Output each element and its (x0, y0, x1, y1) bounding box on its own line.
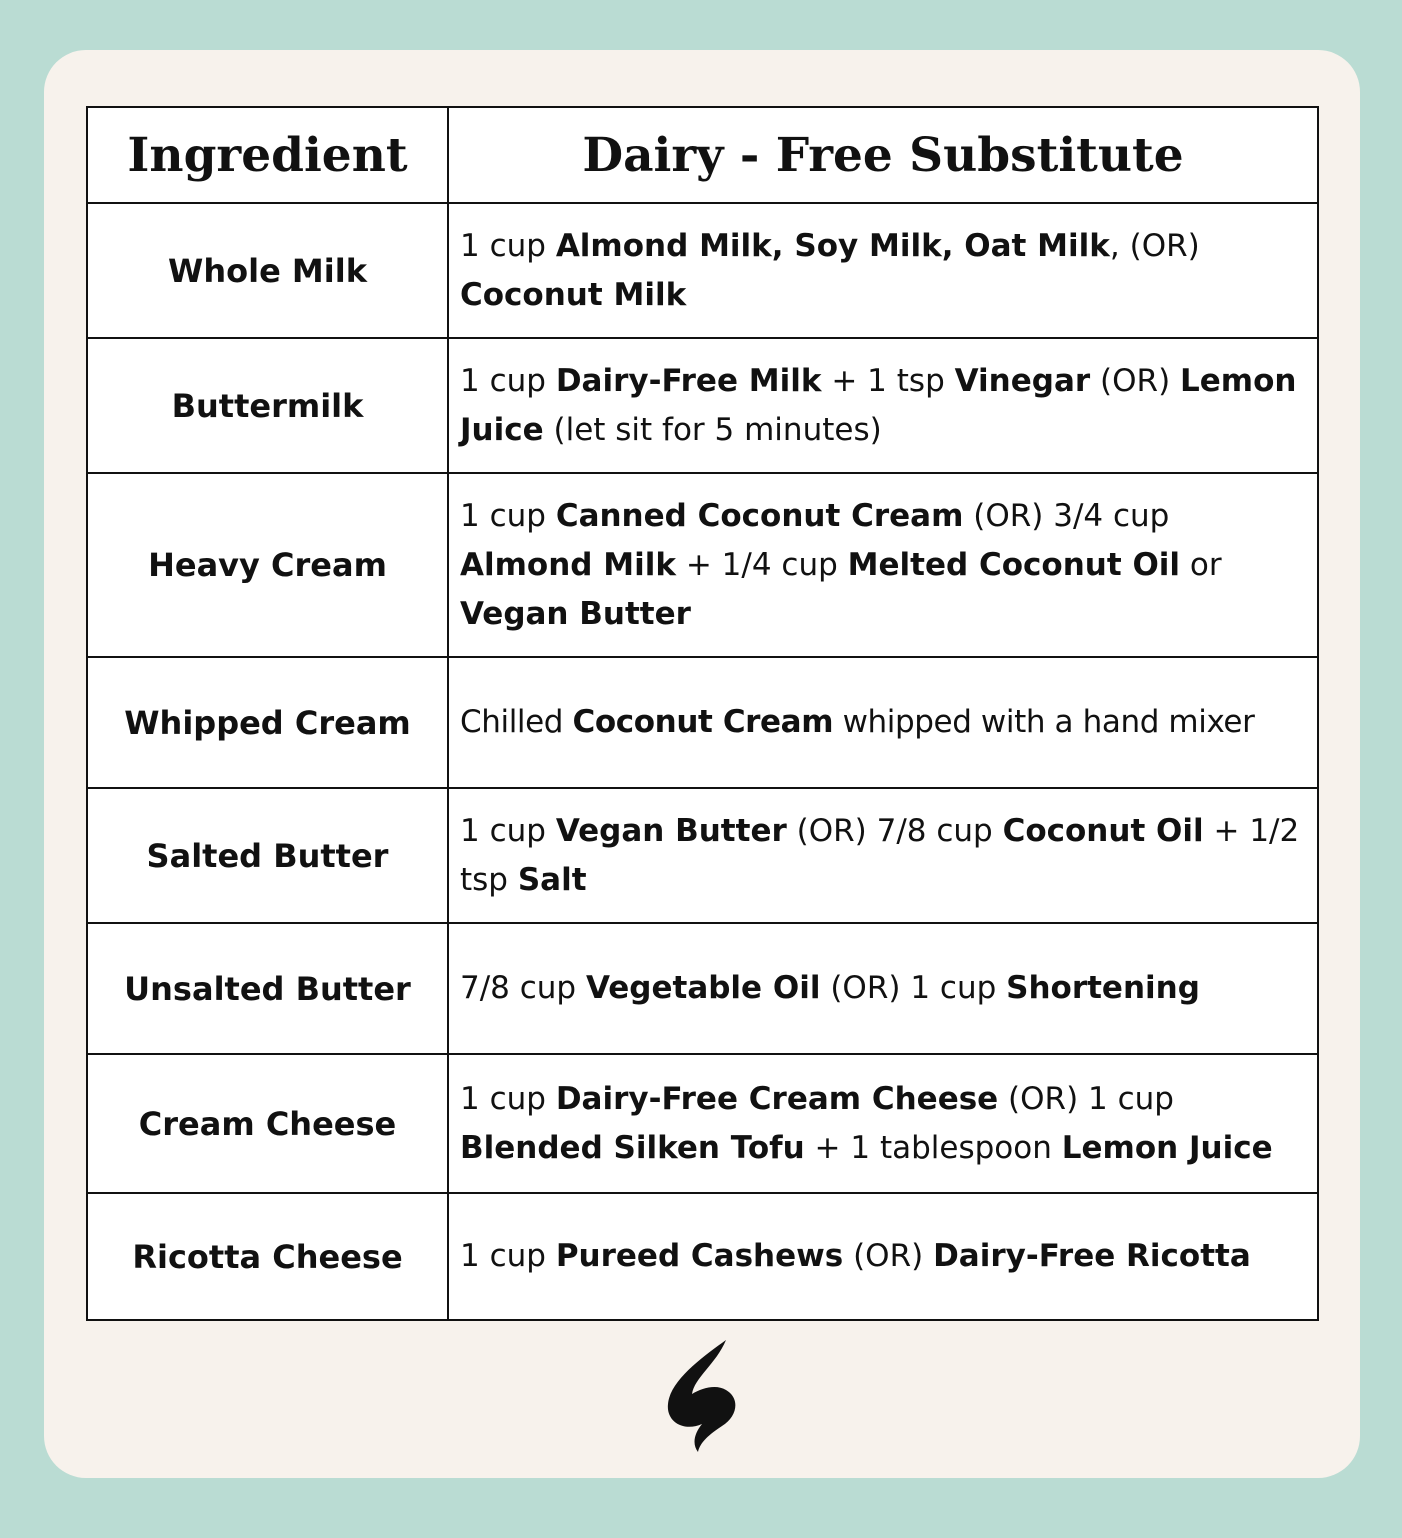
table-row (87, 203, 1318, 338)
substitute-text: whipped with a hand mixer (833, 704, 1255, 740)
substitute-text: + 1 tsp (821, 362, 955, 399)
table-row (87, 1054, 1318, 1193)
substitute-text: Chilled (460, 704, 573, 740)
substitute-text: 7/8 cup (460, 970, 586, 1006)
substitute-text: 1 cup (460, 812, 556, 849)
table-row (87, 657, 1318, 788)
ingredient-cell: Ricotta Cheese (87, 1193, 448, 1320)
substitute-text: , (OR) (1109, 227, 1200, 264)
substitute-text-bold: Coconut Cream (572, 704, 834, 740)
substitute-text-bold: Vegan Butter (460, 595, 691, 632)
substitute-text-bold: Almond Milk (460, 546, 676, 583)
table-row (87, 788, 1318, 923)
substitute-text: (OR) (843, 1238, 934, 1274)
substitute-text-bold: Pureed Cashews (555, 1238, 844, 1274)
substitute-text-bold: Lemon Juice (1061, 1129, 1273, 1166)
ingredient-cell: Buttermilk (87, 338, 448, 473)
table-row (87, 1193, 1318, 1320)
substitute-text: 1 cup (460, 1080, 556, 1117)
ingredient-cell: Heavy Cream (87, 473, 448, 657)
substitute-line (460, 704, 1254, 740)
substitute-column-header: Dairy - Free Substitute (448, 107, 1318, 203)
substitute-text-bold: Lemon Juice (460, 362, 1297, 448)
substitute-text: (OR) 1 cup (820, 970, 1007, 1006)
ingredient-column-header: Ingredient (87, 107, 448, 203)
substitute-text: or (1180, 546, 1222, 583)
substitute-cell (448, 203, 1318, 338)
table-row (87, 923, 1318, 1054)
substitute-text-bold: Canned Coconut Cream (555, 497, 964, 534)
substitute-text-bold: Blended Silken Tofu (460, 1129, 805, 1166)
substitute-text: (OR) 3/4 cup (963, 497, 1170, 534)
substitute-text: 1 cup (460, 497, 556, 534)
substitute-text-bold: Coconut Oil (1002, 812, 1204, 849)
substitute-text-bold: Salt (517, 861, 587, 898)
flame-swirl-logo-icon (664, 1338, 740, 1454)
substitute-text-bold: Dairy-Free Cream Cheese (555, 1080, 999, 1117)
substitute-text-bold: Vinegar (954, 362, 1091, 399)
table-header-row (87, 107, 1318, 203)
substitute-text: + 1/2 tsp (460, 812, 1300, 898)
ingredient-cell: Whipped Cream (87, 657, 448, 788)
ingredient-cell: Salted Butter (87, 788, 448, 923)
substitute-text-bold: Almond Milk, Soy Milk, Oat Milk (555, 227, 1110, 264)
substitute-text: (OR) 1 cup (998, 1080, 1174, 1117)
substitute-text: + 1/4 cup (676, 546, 848, 583)
ingredient-cell: Whole Milk (87, 203, 448, 338)
substitute-text-bold: Vegetable Oil (585, 970, 821, 1006)
substitute-text: 1 cup (460, 227, 556, 264)
substitute-cell (448, 923, 1318, 1054)
substitute-cell (448, 788, 1318, 923)
substitute-text-bold: Dairy-Free Milk (555, 362, 822, 399)
substitute-cell (448, 473, 1318, 657)
ingredient-cell: Cream Cheese (87, 1054, 448, 1193)
substitute-text: + 1 tablespoon (804, 1129, 1062, 1166)
substitute-cell (448, 1054, 1318, 1193)
substitute-cell (448, 657, 1318, 788)
substitute-text: (let sit for 5 minutes) (543, 411, 882, 448)
substitution-table (86, 106, 1319, 1321)
substitute-text-bold: Vegan Butter (555, 812, 787, 849)
substitute-text-bold: Shortening (1006, 970, 1200, 1006)
substitute-text: 1 cup (460, 1238, 556, 1274)
substitute-cell (448, 1193, 1318, 1320)
substitute-text: (OR) (1090, 362, 1181, 399)
substitute-text-bold: Dairy-Free Ricotta (933, 1238, 1251, 1274)
table-row (87, 338, 1318, 473)
substitute-text: (OR) 7/8 cup (786, 812, 1003, 849)
substitute-text-bold: Coconut Milk (460, 276, 687, 313)
substitute-text: 1 cup (460, 362, 556, 399)
substitute-text-bold: Melted Coconut Oil (847, 546, 1181, 583)
ingredient-cell: Unsalted Butter (87, 923, 448, 1054)
table-row (87, 473, 1318, 657)
substitute-cell (448, 338, 1318, 473)
